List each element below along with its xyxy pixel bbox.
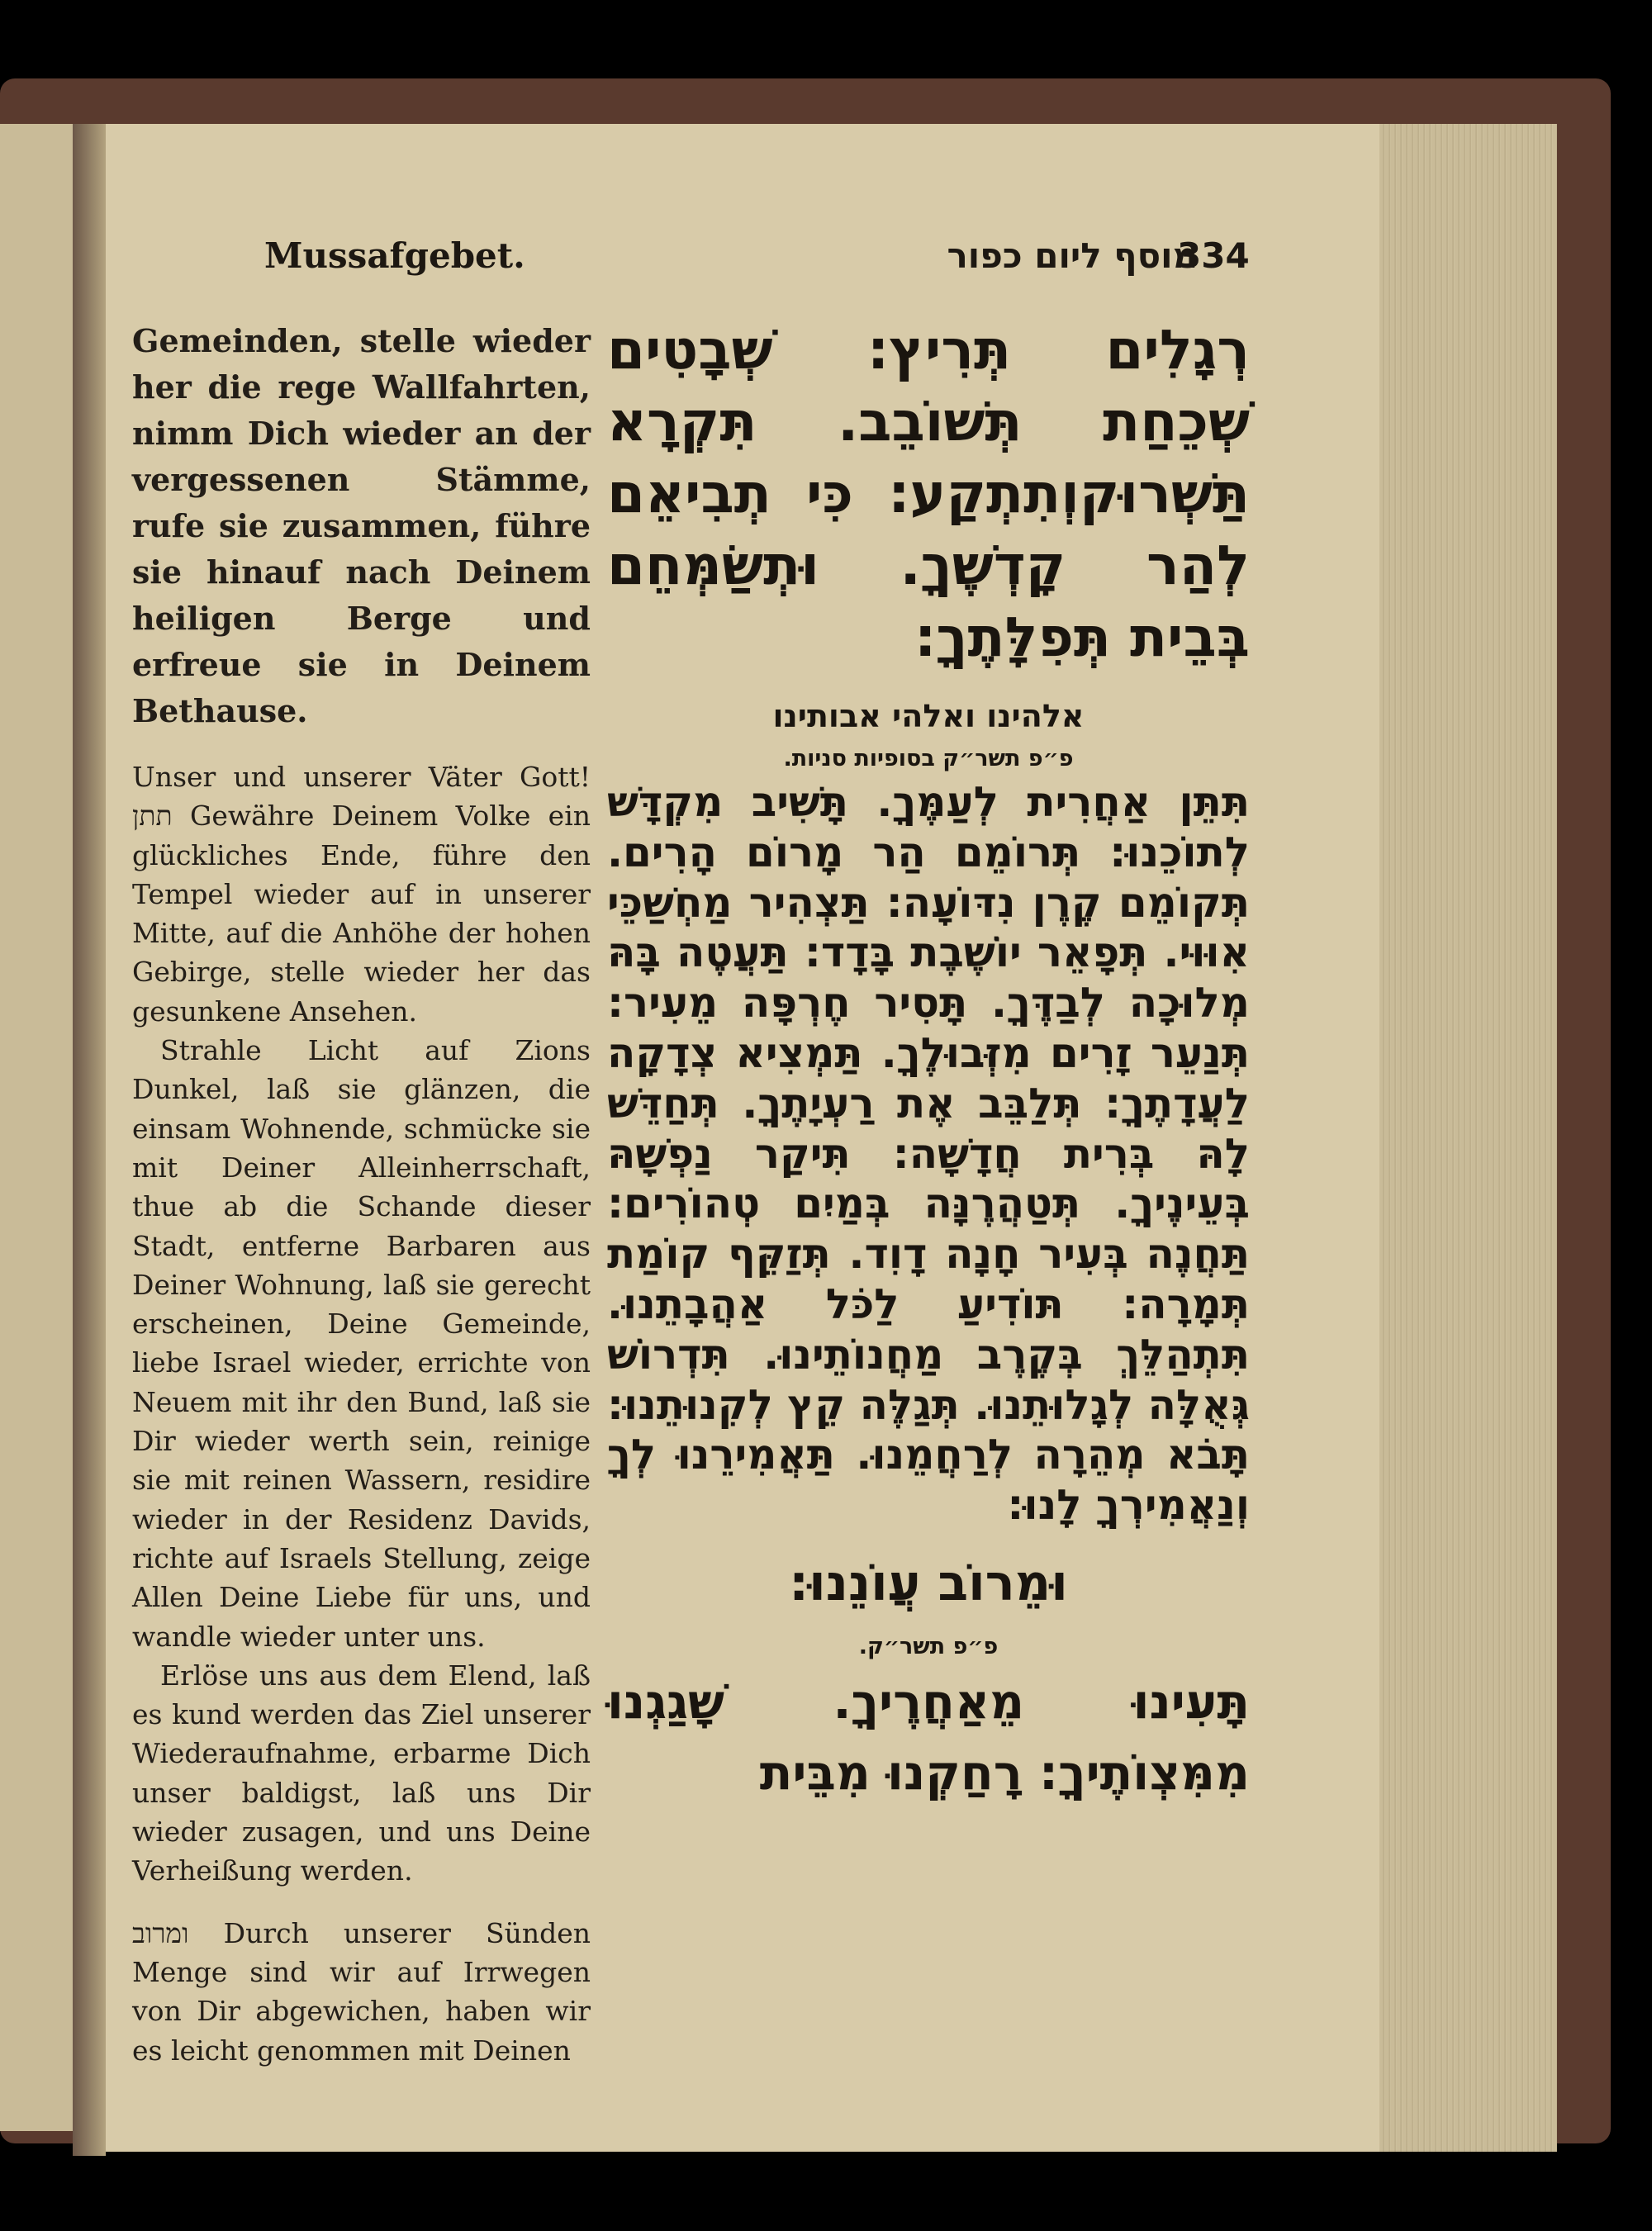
page-block-edge (1379, 124, 1557, 2152)
hebrew-subheading: אלהינו ואלהי אבותינו (772, 698, 1085, 734)
book-gutter (73, 124, 106, 2156)
hebrew-end-block: תָּעִינוּ מֵאַחֲרֶיךָ. שָׁגַגְנוּ מִמִּצְוֹתֶיךָ: רָחַקְנוּ מִבֵּית (607, 1673, 1250, 1801)
german-lead-paragraph: Gemeinden, stelle wieder her die rege Wallfahrten, nimm Dich wieder an der vergessenen Stämme, rufe sie zusammen, führe sie hinauf nach Deinem heiligen Berge und erfreue sie in Deinem Bethause. (132, 322, 591, 729)
hebrew-section-heading: וּמֵרוֹב עֲוֹנֵנוּ: (789, 1554, 1068, 1612)
hebrew-acrostic-note: פ״פ תשר״ק. (858, 1633, 999, 1659)
hebrew-main-block: תִּתֵּן אַחֲרִית לְעַמֶּךָ. תָּשִׁיב מִקְדָּשׁ לְתוֹכֵנוּ: תְּרוֹמֵם הַר מָרוֹם הָרִים. תְּקוֹמֵם קֶרֶן נִדּוֹעָה: תַּצְהִיר מַחְשַׁכֵּי אִוּוּי. תְּפָאֵר יוֹשֶׁבֶת בָּדָד: תַּעֲטֶה בָּהּ מְלוּכָה לְבַדֶּךָ. תָּסִיר חֶרְפָּה מֵעִיר: תְּנַעֵר זָרִים מִזְּבוּלֶךָ. תַּמְצִיא צְדָקָה לַעֲדָתֶךָ: תְּלַבֵּב אֶת רַעְיָתֶךָ. תְּחַדֵּשׁ לָהּ בְּרִית חֲדָשָׁה: תִּיקַר נַפְשָׁהּ בְּעֵינֶיךָ. תְּטַהֲרֶנָּה בְּמַיִם טְהוֹרִים: תַּחֲנֶה בְּעִיר חָנָה דָוִד. תְּזַקֵּף קוֹמַת תְּמָרָה: תּוֹדִיעַ לַכֹּל אַהֲבָתֵנוּ. תִּתְהַלֵּךְ בְּקֶרֶב מַחֲנוֹתֵינוּ. תִּדְרוֹשׁ גְּאֻלָּה לְגָלוּתֵנוּ. תְּגַלֶּה קֵץ לְקִנוּתֵנוּ: תָּבֹא מְהֵרָה לְרַחֲמֵנוּ. תַּאֲמִירֵנוּ לְךָ וְנַאֲמִירְךָ לָנוּ: (607, 778, 1250, 1530)
previous-page-edge (0, 124, 73, 2131)
german-translation-column (132, 318, 591, 2070)
german-paragraph: Strahle Licht auf Zions Dunkel, laß sie glänzen, die einsam Wohnende, schmücke sie mit Deiner Alleinherrschaft, thue ab die Schande dieser Stadt, entferne Barbaren aus Deiner Wohnung, laß sie gerecht erscheinen, Deine Gemeinde, liebe Israel wieder, errichte von Neuem mit ihr den Bund, laß sie Dir wieder werth sein, reinige sie mit reinen Wassern, residire wieder in der Residenz Davids, richte auf Israels Stellung, zeige Allen Deine Liebe für uns, und wandle wieder unter uns. (132, 1034, 591, 1653)
german-paragraph: Unser und unserer Väter Gott! תתן Gewähre Deinem Volke ein glückliches Ende, führe den Tempel wieder auf in unserer Mitte, auf die Anhöhe der hohen Gebirge, stelle wieder her das gesunkene Ansehen. (132, 761, 591, 1028)
hebrew-top-block: רְגָלִים תְּרִיץ: שְׁבָטִים שְׁכֵחַת תְּשׁוֹבֵב. תִּקְרָא תַּשְׁרוּקוְתִתְקַע: כִּי תְבִיאֵם לְהַר קָדְשֶׁךָ. וּתְשַׂמְּחֵם בְּבֵית תְּפִלָּתֶךָ: (607, 318, 1250, 669)
page-number: 334 (1177, 235, 1250, 276)
german-running-header: Mussafgebet. (264, 235, 525, 276)
hebrew-acrostic-note: פ״פ תשר״ק בסופיות סניות. (783, 746, 1074, 771)
german-paragraph: Erlöse uns aus dem Elend, laß es kund werden das Ziel unserer Wiederaufnahme, erbarme Dich unser baldigst, laß uns Dir wieder zusagen, und uns Deine Verheißung werden. (132, 1659, 591, 1887)
german-paragraph: ומרוב Durch unserer Sünden Menge sind wir auf Irrwegen von Dir abgewichen, haben wir es leicht genommen mit Deinen (132, 1916, 591, 2067)
hebrew-text-column (607, 314, 1250, 1808)
hebrew-running-header: מוסף ליום כפור (947, 235, 1198, 276)
